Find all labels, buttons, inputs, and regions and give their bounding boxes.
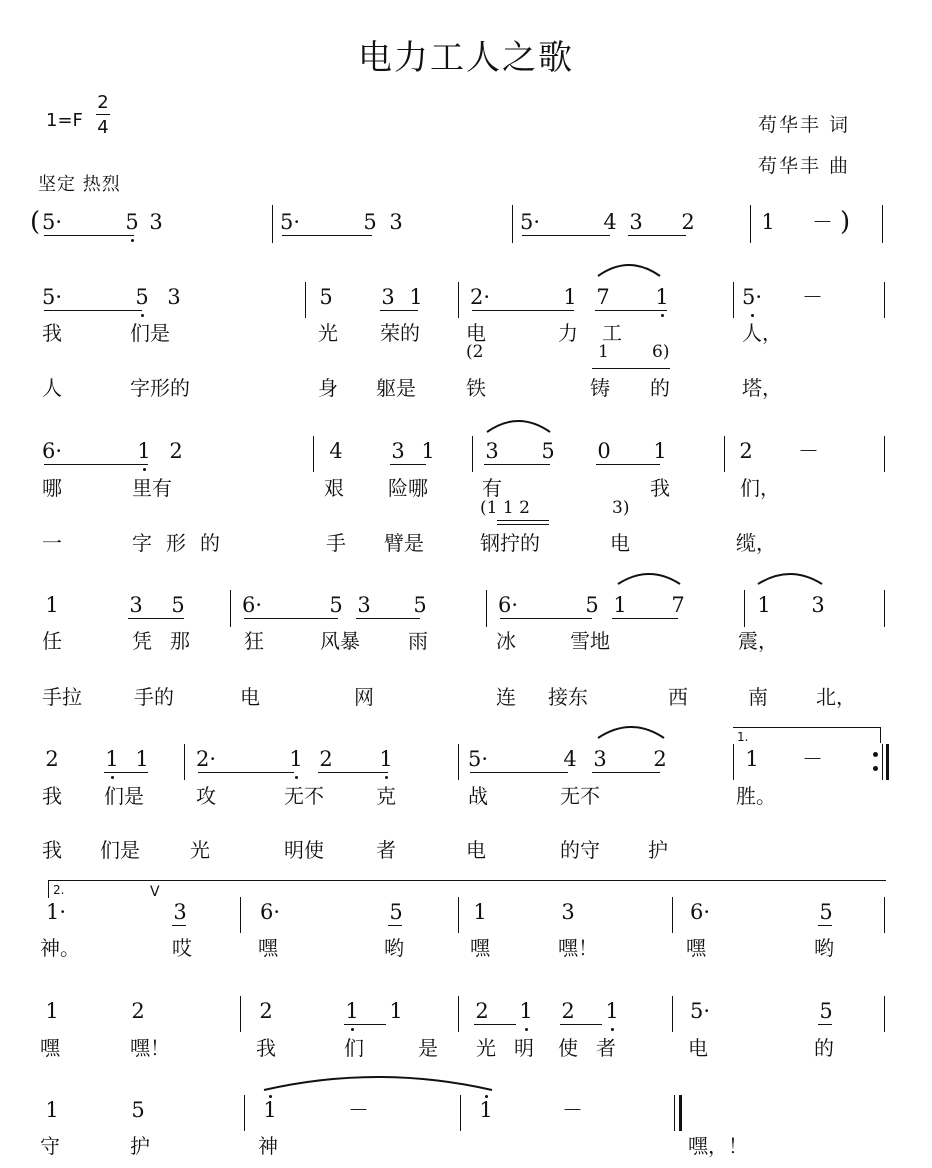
- slur: [264, 1077, 492, 1090]
- barline: [184, 744, 185, 780]
- note: 7: [596, 285, 610, 309]
- lyric: 是: [418, 1036, 438, 1060]
- lyric: 们，: [740, 476, 780, 500]
- beam: [172, 925, 186, 926]
- note: －: [802, 747, 823, 771]
- note: 6·: [42, 439, 63, 463]
- slur: [487, 421, 550, 432]
- barline: [458, 744, 459, 780]
- note: 5: [131, 1098, 145, 1122]
- volta2-line: [48, 880, 886, 881]
- lyric: 塔，: [742, 376, 782, 400]
- note: 5: [171, 593, 185, 617]
- beam: [818, 925, 832, 926]
- lyric: 南: [748, 685, 768, 709]
- alternate-note: (1 1 2: [480, 498, 530, 518]
- lyric: 无不: [284, 784, 324, 808]
- note: 5: [541, 439, 555, 463]
- lyric: 人: [42, 376, 62, 400]
- note: 5·: [468, 747, 489, 771]
- note: 2: [739, 439, 753, 463]
- beam: [388, 925, 402, 926]
- low-octave-dot: [351, 1028, 354, 1031]
- note: －: [348, 1098, 369, 1122]
- lyric: 我: [42, 838, 62, 862]
- note: 1: [263, 1098, 277, 1122]
- repeat-dot: [873, 752, 878, 757]
- note: 1: [479, 1098, 493, 1122]
- slur: [618, 574, 680, 584]
- lyric: 艰: [324, 476, 344, 500]
- note: 3: [629, 210, 643, 234]
- lyric: 西: [668, 685, 688, 709]
- lyric: 凭: [132, 629, 152, 653]
- note: －: [812, 210, 833, 234]
- beam: [244, 618, 338, 619]
- note: 6·: [260, 900, 281, 924]
- note: 3: [149, 210, 163, 234]
- lyric: 攻: [196, 784, 216, 808]
- barline: [230, 590, 231, 627]
- barline: [512, 205, 513, 243]
- lyric: 连: [496, 685, 516, 709]
- lyric: 胜。: [736, 784, 776, 808]
- beam: [104, 772, 148, 773]
- note: 1: [45, 593, 59, 617]
- lyric: 使: [558, 1036, 578, 1060]
- beam: [484, 464, 550, 465]
- note: 0: [597, 439, 611, 463]
- note: 1: [137, 439, 151, 463]
- note: 1: [745, 747, 759, 771]
- note: 2: [259, 999, 273, 1023]
- time-signature-line: [96, 114, 110, 115]
- lyric: 有: [482, 476, 502, 500]
- lyric: 电: [610, 531, 630, 555]
- note: 3: [357, 593, 371, 617]
- lyric: 风暴: [320, 629, 360, 653]
- lyric: 嘿，！: [688, 1134, 748, 1158]
- note: 1: [473, 900, 487, 924]
- note: 2·: [196, 747, 217, 771]
- note: 1: [613, 593, 627, 617]
- low-octave-dot: [131, 239, 134, 242]
- note: 1: [653, 439, 667, 463]
- note: 2: [653, 747, 667, 771]
- barline: [884, 590, 885, 627]
- note: 5: [329, 593, 343, 617]
- lyric: 们是: [130, 321, 170, 345]
- note: 6·: [498, 593, 519, 617]
- composer-credit: 苟华丰 曲: [758, 155, 851, 177]
- beam: [472, 310, 574, 311]
- note: 4: [603, 210, 617, 234]
- lyric: 震，: [738, 629, 778, 653]
- volta-1-label: 1.: [737, 730, 749, 744]
- alternate-note: 3): [612, 498, 630, 518]
- lyric: 网: [354, 685, 374, 709]
- lyric: 神: [258, 1134, 278, 1158]
- note: 1: [409, 285, 423, 309]
- barline: [472, 436, 473, 472]
- lyric: 铸: [590, 376, 610, 400]
- lyric: 铁: [466, 376, 486, 400]
- low-octave-dot: [141, 314, 144, 317]
- note: 1·: [46, 900, 67, 924]
- beam: [628, 235, 686, 236]
- barline: [744, 590, 745, 627]
- low-octave-dot: [525, 1028, 528, 1031]
- note: 3: [811, 593, 825, 617]
- lyric: 嘿！: [558, 936, 598, 960]
- barline: [240, 897, 241, 933]
- barline: [672, 897, 673, 933]
- lyric: 的守: [560, 838, 600, 862]
- lyric: 的: [814, 1036, 834, 1060]
- lyric: 我: [256, 1036, 276, 1060]
- lyric: 雨: [408, 629, 428, 653]
- song-title: 电力工人之歌: [358, 38, 574, 78]
- beam: [474, 1024, 516, 1025]
- note: 1: [605, 999, 619, 1023]
- note: 3: [129, 593, 143, 617]
- barline: [244, 1095, 245, 1131]
- barline: [458, 897, 459, 933]
- beam: [344, 1024, 386, 1025]
- beam: [44, 235, 134, 236]
- lyric: 电: [466, 321, 486, 345]
- barline: [884, 897, 885, 933]
- note: 7: [671, 593, 685, 617]
- note: 3: [391, 439, 405, 463]
- beam: [497, 524, 549, 525]
- note: 1: [105, 747, 119, 771]
- beam: [128, 618, 184, 619]
- barline: [674, 1095, 675, 1131]
- note: 5: [135, 285, 149, 309]
- lyric: 神。: [40, 936, 80, 960]
- tempo-marking: 坚定 热烈: [38, 174, 121, 195]
- barline: [884, 996, 885, 1032]
- volta1-end: [880, 727, 881, 743]
- low-octave-dot: [295, 776, 298, 779]
- beam: [592, 368, 670, 369]
- note: 6·: [242, 593, 263, 617]
- note: 1: [289, 747, 303, 771]
- high-octave-dot: [269, 1095, 272, 1098]
- volta2-start: [48, 880, 49, 898]
- lyric: 我: [650, 476, 670, 500]
- repeat-dot: [873, 766, 878, 771]
- lyric: 护: [648, 838, 668, 862]
- lyric: 任: [42, 629, 62, 653]
- barline: [458, 282, 459, 318]
- final-barline: [886, 744, 889, 780]
- beam: [612, 618, 678, 619]
- lyric: 工: [602, 321, 622, 345]
- alternate-note: (2: [466, 342, 484, 362]
- lyric: 接东: [548, 685, 588, 709]
- lyric: 战: [468, 784, 488, 808]
- lyric: 形: [166, 531, 186, 555]
- note: 6·: [690, 900, 711, 924]
- lyric: 光: [190, 838, 210, 862]
- lyric: 险哪: [388, 476, 428, 500]
- slur: [598, 727, 664, 738]
- barline: [884, 282, 885, 318]
- note: 1: [135, 747, 149, 771]
- barline: [486, 590, 487, 627]
- alternate-note: 1: [598, 342, 609, 362]
- note: 1: [655, 285, 669, 309]
- beam: [522, 235, 610, 236]
- high-octave-dot: [485, 1095, 488, 1098]
- lyric: 的: [200, 531, 220, 555]
- beam: [380, 310, 418, 311]
- lyric: 力: [558, 321, 578, 345]
- lyric: 手: [326, 531, 346, 555]
- note: 1: [45, 1098, 59, 1122]
- note: 5: [819, 999, 833, 1023]
- lyric: 冰: [496, 629, 516, 653]
- barline: [882, 744, 883, 780]
- note: 3: [389, 210, 403, 234]
- low-octave-dot: [751, 314, 754, 317]
- lyric: 钢拧的: [480, 531, 540, 555]
- lyric: 护: [130, 1134, 150, 1158]
- lyric: 一: [42, 531, 62, 555]
- lyric: 者: [596, 1036, 616, 1060]
- beam: [596, 464, 660, 465]
- slur: [598, 265, 660, 276]
- note: 3: [167, 285, 181, 309]
- note: 2: [561, 999, 575, 1023]
- lyric: 们: [344, 1036, 364, 1060]
- low-octave-dot: [661, 314, 664, 317]
- lyric: 手拉: [42, 685, 82, 709]
- note: 1: [345, 999, 359, 1023]
- volta-2-label: 2.: [53, 883, 65, 897]
- slur: [758, 574, 822, 584]
- beam: [497, 520, 549, 521]
- beam: [560, 1024, 602, 1025]
- lyric: 臂是: [384, 531, 424, 555]
- beam: [592, 772, 660, 773]
- note: 5: [363, 210, 377, 234]
- note: 2: [319, 747, 333, 771]
- lyric: 狂: [244, 629, 264, 653]
- time-signature-bottom: 4: [97, 117, 109, 138]
- note: 2: [475, 999, 489, 1023]
- note: －: [562, 1098, 583, 1122]
- lyric: 明使: [284, 838, 324, 862]
- lyricist-credit: 苟华丰 词: [758, 114, 851, 136]
- barline: [884, 436, 885, 472]
- lyric: 嘿: [258, 936, 278, 960]
- lyric: 北，: [816, 685, 856, 709]
- note: －: [798, 439, 819, 463]
- beam: [818, 1024, 832, 1025]
- note: 2: [45, 747, 59, 771]
- lyric: 守: [40, 1134, 60, 1158]
- low-octave-dot: [143, 468, 146, 471]
- lyric: 哎: [172, 936, 192, 960]
- beam: [44, 464, 148, 465]
- note: 1: [379, 747, 393, 771]
- barline: [733, 282, 734, 318]
- barline: [272, 205, 273, 243]
- lyric: 哟: [814, 936, 834, 960]
- barline: [724, 436, 725, 472]
- breath-mark: V: [150, 884, 160, 900]
- time-signature-top: 2: [97, 92, 109, 113]
- barline: [458, 996, 459, 1032]
- lyric: 们是: [104, 784, 144, 808]
- beam: [282, 235, 372, 236]
- lyric: 电: [466, 838, 486, 862]
- barline: [882, 205, 883, 243]
- lyric: 嘿: [40, 1036, 60, 1060]
- note: 3: [561, 900, 575, 924]
- note: 3: [485, 439, 499, 463]
- note: 3: [381, 285, 395, 309]
- barline: [240, 996, 241, 1032]
- alternate-note: 6): [652, 342, 670, 362]
- note: 5: [319, 285, 333, 309]
- note: 4: [329, 439, 343, 463]
- lyric: 字形的: [130, 376, 190, 400]
- barline: [305, 282, 306, 318]
- lyric: 嘿: [470, 936, 490, 960]
- lyric: 我: [42, 784, 62, 808]
- intro-paren-close: ): [840, 207, 851, 237]
- note: 5: [413, 593, 427, 617]
- note: 3: [173, 900, 187, 924]
- note: 5·: [42, 285, 63, 309]
- lyric: 手的: [134, 685, 174, 709]
- note: 5: [819, 900, 833, 924]
- note: 5: [125, 210, 139, 234]
- beam: [500, 618, 592, 619]
- beam: [356, 618, 420, 619]
- lyric: 那: [170, 629, 190, 653]
- barline: [750, 205, 751, 243]
- lyric: 躯是: [376, 376, 416, 400]
- low-octave-dot: [111, 776, 114, 779]
- note: 5: [389, 900, 403, 924]
- note: 2: [169, 439, 183, 463]
- note: 1: [421, 439, 435, 463]
- note: 5·: [42, 210, 63, 234]
- barline: [460, 1095, 461, 1131]
- note: 5·: [520, 210, 541, 234]
- note: 1: [757, 593, 771, 617]
- barline: [733, 744, 734, 780]
- lyric: 者: [376, 838, 396, 862]
- lyric: 们是: [100, 838, 140, 862]
- lyric: 电: [240, 685, 260, 709]
- lyric: 身: [318, 376, 338, 400]
- note: 4: [563, 747, 577, 771]
- lyric: 嘿！: [130, 1036, 170, 1060]
- beam: [390, 464, 426, 465]
- lyric: 哪: [42, 476, 62, 500]
- lyric: 荣的: [380, 321, 420, 345]
- note: 1: [45, 999, 59, 1023]
- intro-paren-open: (: [30, 207, 41, 237]
- barline: [313, 436, 314, 472]
- final-barline: [679, 1095, 682, 1131]
- lyric: 雪地: [570, 629, 610, 653]
- lyric: 缆，: [736, 531, 776, 555]
- note: 5·: [280, 210, 301, 234]
- barline: [672, 996, 673, 1032]
- lyric: 字: [132, 531, 152, 555]
- note: 2: [681, 210, 695, 234]
- beam: [44, 310, 142, 311]
- beam: [470, 772, 568, 773]
- lyric: 嘿: [686, 936, 706, 960]
- key-signature: 1=F: [46, 110, 83, 131]
- note: 5: [585, 593, 599, 617]
- low-octave-dot: [385, 776, 388, 779]
- lyric: 我: [42, 321, 62, 345]
- beam: [595, 310, 667, 311]
- note: 5·: [690, 999, 711, 1023]
- lyric: 的: [650, 376, 670, 400]
- lyric: 里有: [132, 476, 172, 500]
- beam: [318, 772, 388, 773]
- note: 2: [131, 999, 145, 1023]
- lyric: 明: [514, 1036, 534, 1060]
- lyric: 无不: [560, 784, 600, 808]
- volta1-line: [733, 727, 881, 728]
- lyric: 光: [318, 321, 338, 345]
- note: 1: [761, 210, 775, 234]
- lyric: 哟: [384, 936, 404, 960]
- lyric: 光: [476, 1036, 496, 1060]
- note: 1: [389, 999, 403, 1023]
- note: 5·: [742, 285, 763, 309]
- note: 2·: [470, 285, 491, 309]
- note: 1: [563, 285, 577, 309]
- lyric: 人，: [742, 321, 782, 345]
- beam: [198, 772, 294, 773]
- lyric: 克: [376, 784, 396, 808]
- note: －: [802, 285, 823, 309]
- low-octave-dot: [611, 1028, 614, 1031]
- note: 3: [593, 747, 607, 771]
- note: 1: [519, 999, 533, 1023]
- lyric: 电: [688, 1036, 708, 1060]
